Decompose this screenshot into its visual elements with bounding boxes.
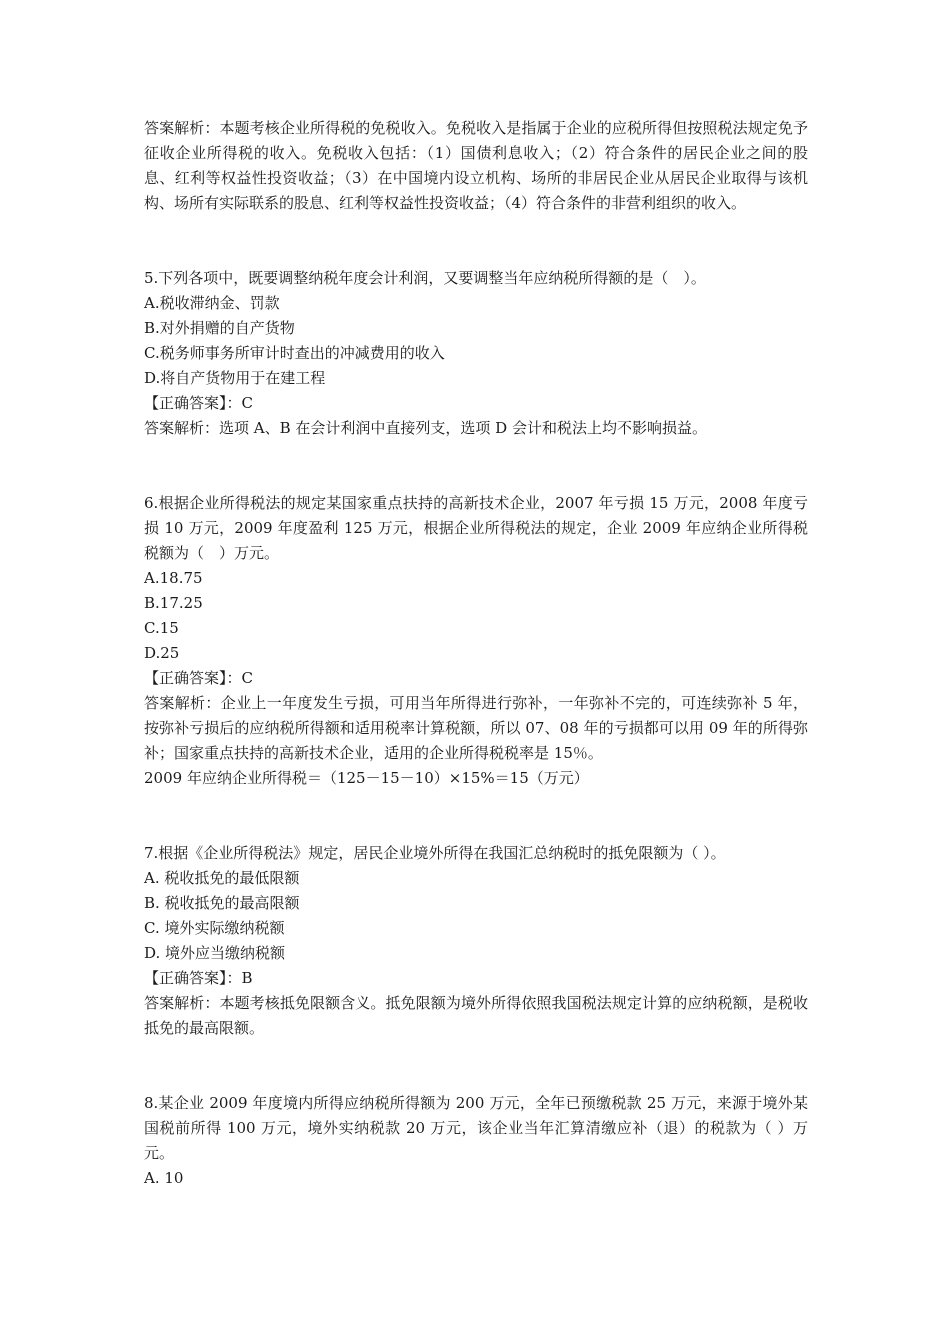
question-5 bbox=[144, 266, 808, 441]
q6-option-c: C.15 bbox=[144, 619, 179, 637]
q5-option-d: D.将自产货物用于在建工程 bbox=[144, 369, 326, 387]
question-6 bbox=[144, 491, 808, 791]
spacer bbox=[144, 1041, 808, 1091]
q8-option-a: A. 10 bbox=[144, 1169, 184, 1187]
document-page bbox=[144, 116, 808, 1191]
q7-explanation: 答案解析：本题考核抵免限额含义。抵免限额为境外所得依照我国税法规定计算的应纳税额，是税收抵免的最高限额。 bbox=[144, 994, 808, 1037]
question-6-text: 6.根据企业所得税法的规定某国家重点扶持的高新技术企业，2007 年亏损 15 万元，2008 年度亏损 10 万元，2009 年度盈利 125 万元，根据企业所得税法的规定，企业 2009 年应纳企业所得税税额为（ ）万元。 bbox=[144, 494, 808, 562]
q6-option-d: D.25 bbox=[144, 644, 180, 662]
q5-option-b: B.对外捐赠的自产货物 bbox=[144, 319, 295, 337]
q6-option-a: A.18.75 bbox=[144, 569, 203, 587]
q6-option-b: B.17.25 bbox=[144, 594, 203, 612]
q5-option-c: C.税务师事务所审计时查出的冲减费用的收入 bbox=[144, 344, 445, 362]
question-8-text: 8.某企业 2009 年度境内所得应纳税所得额为 200 万元，全年已预缴税款 25 万元，来源于境外某国税前所得 100 万元，境外实纳税款 20 万元，该企业当年汇算清缴应补（退）的税款为（ ）万元。 bbox=[144, 1094, 808, 1162]
q5-correct-answer: 【正确答案】：C bbox=[144, 394, 253, 412]
q7-option-b: B. 税收抵免的最高限额 bbox=[144, 894, 300, 912]
q7-option-c: C. 境外实际缴纳税额 bbox=[144, 919, 285, 937]
q5-explanation: 答案解析：选项 A、B 在会计利润中直接列支，选项 D 会计和税法上均不影响损益。 bbox=[144, 419, 707, 437]
question-7 bbox=[144, 841, 808, 1041]
q7-correct-answer: 【正确答案】：B bbox=[144, 969, 253, 987]
question-8 bbox=[144, 1091, 808, 1191]
q7-option-d: D. 境外应当缴纳税额 bbox=[144, 944, 286, 962]
spacer bbox=[144, 216, 808, 266]
question-7-text: 7.根据《企业所得税法》规定，居民企业境外所得在我国汇总纳税时的抵免限额为（ ）。 bbox=[144, 844, 726, 862]
spacer bbox=[144, 441, 808, 491]
question-5-text: 5.下列各项中，既要调整纳税年度会计利润，又要调整当年应纳税所得额的是（ ）。 bbox=[144, 269, 706, 287]
q6-explanation: 答案解析：企业上一年度发生亏损，可用当年所得进行弥补，一年弥补不完的，可连续弥补 5 年，按弥补亏损后的应纳税所得额和适用税率计算税额，所以 07、08 年的亏损都可以用 09 年的所得弥补；国家重点扶持的高新技术企业，适用的企业所得税税率是 15％。 bbox=[144, 694, 808, 762]
q7-option-a: A. 税收抵免的最低限额 bbox=[144, 869, 300, 887]
spacer bbox=[144, 791, 808, 841]
q6-correct-answer: 【正确答案】：C bbox=[144, 669, 253, 687]
q6-formula: 2009 年应纳企业所得税＝（125－15－10）×15%＝15（万元） bbox=[144, 769, 589, 787]
q4-explanation: 答案解析：本题考核企业所得税的免税收入。免税收入是指属于企业的应税所得但按照税法规定免予征收企业所得税的收入。免税收入包括：（1）国债利息收入；（2）符合条件的居民企业之间的股息、红利等权益性投资收益；（3）在中国境内设立机构、场所的非居民企业从居民企业取得与该机构、场所有实际联系的股息、红利等权益性投资收益；（4）符合条件的非营利组织的收入。 bbox=[144, 119, 808, 212]
q5-option-a: A.税收滞纳金、罚款 bbox=[144, 294, 280, 312]
